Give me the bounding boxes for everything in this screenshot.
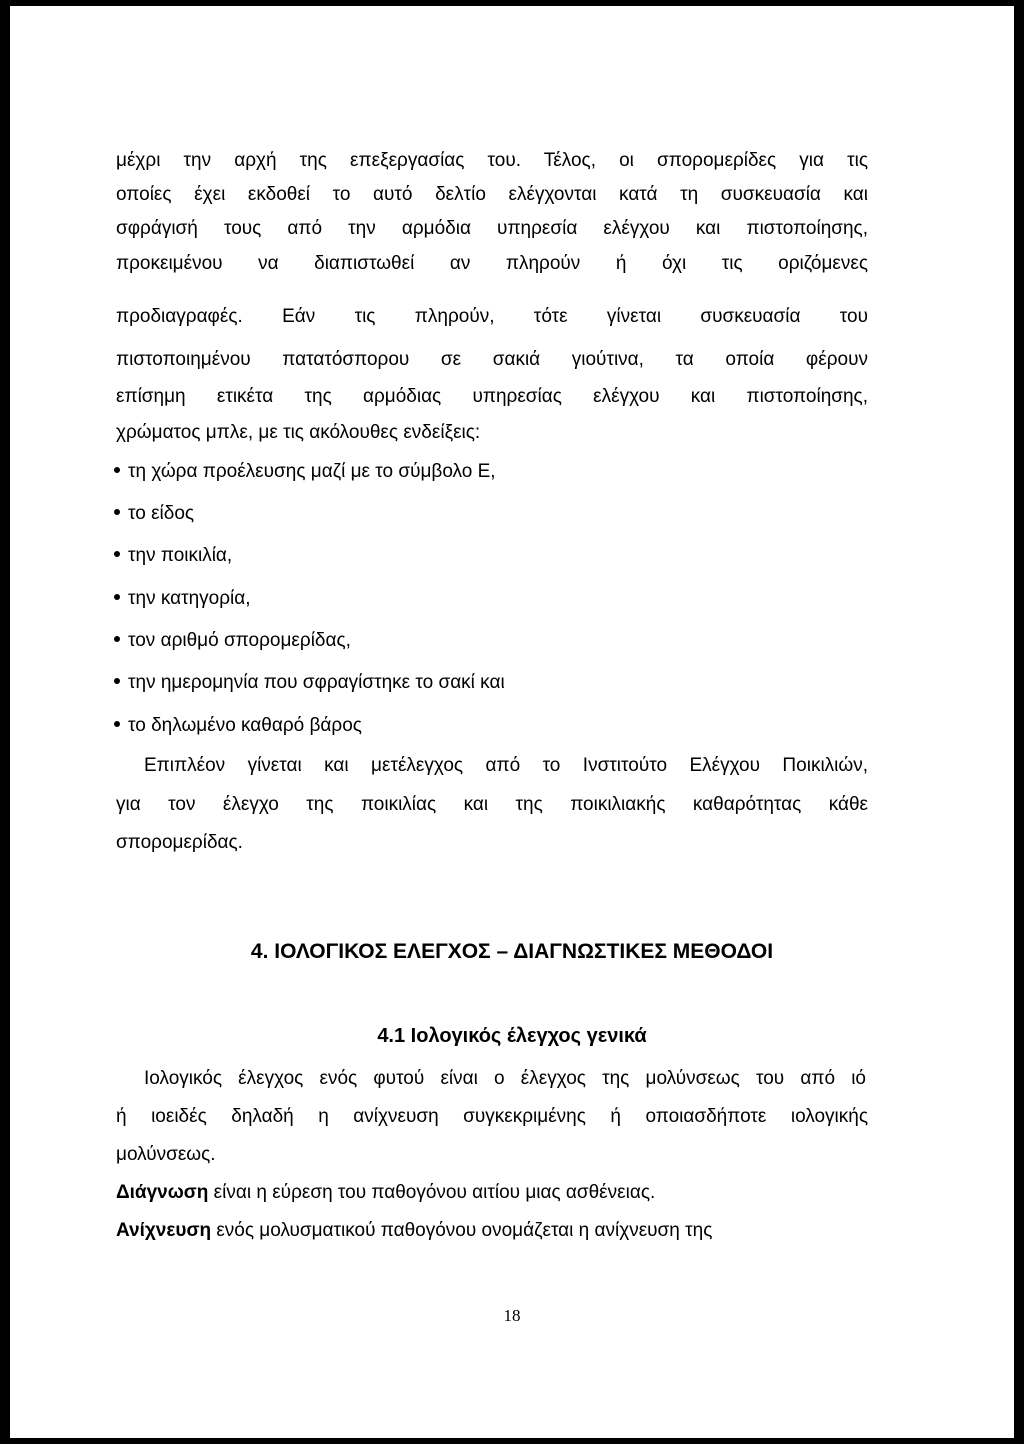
bullet-icon <box>114 636 120 642</box>
page-number: 18 <box>503 1306 521 1325</box>
term-detection: Ανίχνευση <box>116 1220 212 1241</box>
paragraph-line: για τον έλεγχο της ποικιλίας και της ποικιλιακής καθαρότητας κάθε <box>116 794 868 815</box>
paragraph-line: χρώματος μπλε, με τις ακόλουθες ενδείξεις: <box>116 422 481 443</box>
definition-text: ενός μολυσματικού παθογόνου ονομάζεται η ανίχνευση της <box>211 1220 713 1241</box>
paragraph-line: σπορομερίδας. <box>116 832 243 853</box>
definition-text: είναι η εύρεση του παθογόνου αιτίου μιας ασθένειας. <box>208 1182 656 1203</box>
list-item: το είδος <box>114 503 194 525</box>
paragraph-line: οποίες έχει εκδοθεί το αυτό δελτίο ελέγχονται κατά τη συσκευασία και <box>116 184 868 205</box>
paragraph-line: πιστοποιημένου πατατόσπορου σε σακιά γιούτινα, τα οποία φέρουν <box>116 349 868 370</box>
paragraph-line: Ιολογικός έλεγχος ενός φυτού είναι ο έλεγχος της μολύνσεως του από ιό <box>144 1068 866 1089</box>
term-diagnosis: Διάγνωση <box>116 1182 209 1203</box>
definition-diagnosis <box>116 1182 868 1204</box>
bullet-icon <box>114 594 120 600</box>
paragraph-line: επίσημη ετικέτα της αρμόδιας υπηρεσίας ελέγχου και πιστοποίησης, <box>116 386 868 407</box>
paragraph-line: μολύνσεως. <box>116 1144 216 1165</box>
paragraph-line: Επιπλέον γίνεται και μετέλεγχος από το Ινστιτούτο Ελέγχου Ποικιλιών, <box>144 755 868 776</box>
paragraph-line: προδιαγραφές. Εάν τις πληρούν, τότε γίνεται συσκευασία του <box>116 306 868 327</box>
paragraph-line: προκειμένου να διαπιστωθεί αν πληρούν ή όχι τις οριζόμενες <box>116 253 868 274</box>
bullet-icon <box>114 509 120 515</box>
paragraph-line: ή ιοειδές δηλαδή η ανίχνευση συγκεκριμένης ή οποιασδήποτε ιολογικής <box>116 1106 868 1127</box>
list-item: το δηλωμένο καθαρό βάρος <box>114 715 362 737</box>
list-item: την ποικιλία, <box>114 545 232 567</box>
bullet-icon <box>114 551 120 557</box>
list-item: τον αριθμό σπορομερίδας, <box>114 630 351 652</box>
bullet-icon <box>114 678 120 684</box>
bullet-icon <box>114 467 120 473</box>
subsection-heading: 4.1 Ιολογικός έλεγχος γενικά <box>377 1025 647 1047</box>
definition-detection <box>116 1220 868 1242</box>
bullet-icon <box>114 721 120 727</box>
section-heading: 4. ΙΟΛΟΓΙΚΟΣ ΕΛΕΓΧΟΣ – ΔΙΑΓΝΩΣΤΙΚΕΣ ΜΕΘΟΔΟΙ <box>250 940 774 963</box>
list-item: τη χώρα προέλευσης μαζί με το σύμβολο Ε, <box>114 461 496 483</box>
list-item: την ημερομηνία που σφραγίστηκε το σακί και <box>114 672 505 694</box>
paragraph-line: μέχρι την αρχή της επεξεργασίας του. Τέλος, οι σπορομερίδες για τις <box>116 150 868 171</box>
list-item: την κατηγορία, <box>114 588 251 610</box>
document-page <box>10 6 1014 1438</box>
paragraph-line: σφράγισή τους από την αρμόδια υπηρεσία ελέγχου και πιστοποίησης, <box>116 218 868 239</box>
